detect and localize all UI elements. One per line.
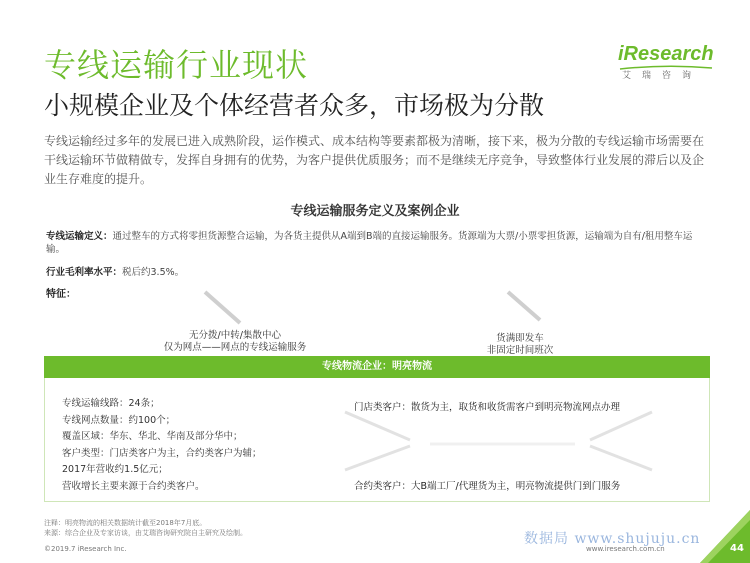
list-item: 2017年营收约1.5亿元；: [62, 464, 168, 475]
logo-wordmark: iResearch: [618, 43, 714, 65]
logo-subtitle: 艾瑞咨询: [622, 71, 703, 81]
feature-left-line2: 仅为网点——网点的专线运输服务: [163, 342, 307, 353]
page-subtitle: 小规模企业及个体经营者众多，市场极为分散: [44, 91, 545, 120]
margin-text: 税后约3.5%。: [122, 267, 185, 278]
list-item: 专线运输线路：24条；: [62, 398, 160, 409]
list-item: 客户类型：门店类客户为主，合约类客户为辅；: [62, 447, 262, 459]
list-item: 覆盖区域：华东、华北、华南及部分华中；: [62, 431, 243, 442]
watermark: 数据局 www.shujuju.cn: [524, 531, 701, 547]
contract-clients-text: 合约类客户：大B端工厂/代理货为主，明亮物流提供门到门服务: [354, 481, 621, 492]
website-link[interactable]: www.iresearch.com.cn: [586, 545, 665, 553]
feature-right-line2: 非固定时间班次: [486, 345, 554, 356]
notes: [44, 519, 247, 538]
feature-right-line1: 货满即发车: [496, 333, 544, 344]
list-item: 专线网点数量：约100个；: [62, 414, 176, 426]
list-item: 营收增长主要来源于合约类客户。: [62, 480, 205, 492]
features-label: 特征：: [46, 289, 76, 300]
definition-text: 通过整车的方式将零担货源整合运输，为各货主提供从A端到B端的直接运输服务。货源端为大票/小票零担货源，运输端为自有/租用整车运输。: [46, 231, 693, 255]
intro-paragraph: 专线运输经过多年的发展已进入成熟阶段，运作模式、成本结构等要素都极为清晰，接下来，极为分散的专线运输市场需要在干线运输环节做精做专，发挥自身拥有的优势，为客户提供优质服务；而不是继续无序竞争，导致整体行业发展的滞后以及企业生存难度的提升。: [44, 134, 705, 186]
page-number: 44: [730, 543, 744, 554]
margin-label: 行业毛利率水平：: [46, 267, 123, 278]
case-company-bar: 专线物流企业：明亮物流: [44, 356, 710, 378]
note-line: 注释：明亮物流的相关数据统计截至2018年7月底。: [44, 519, 207, 527]
section-title: 专线运输服务定义及案例企业: [290, 204, 460, 219]
corner-decoration: [700, 510, 750, 563]
definition-label: 专线运输定义：: [46, 231, 113, 242]
source-line: 来源：综合企业及专家访谈，由艾瑞咨询研究院自主研究及绘制。: [44, 528, 247, 537]
page-title: 专线运输行业现状: [44, 46, 309, 84]
copyright: ©2019.7 iResearch Inc.: [44, 545, 127, 553]
feature-left-line1: 无分拨/中转/集散中心: [189, 330, 281, 341]
store-clients-text: 门店类客户：散货为主，取货和收货需客户到明亮物流网点办理: [354, 402, 621, 413]
